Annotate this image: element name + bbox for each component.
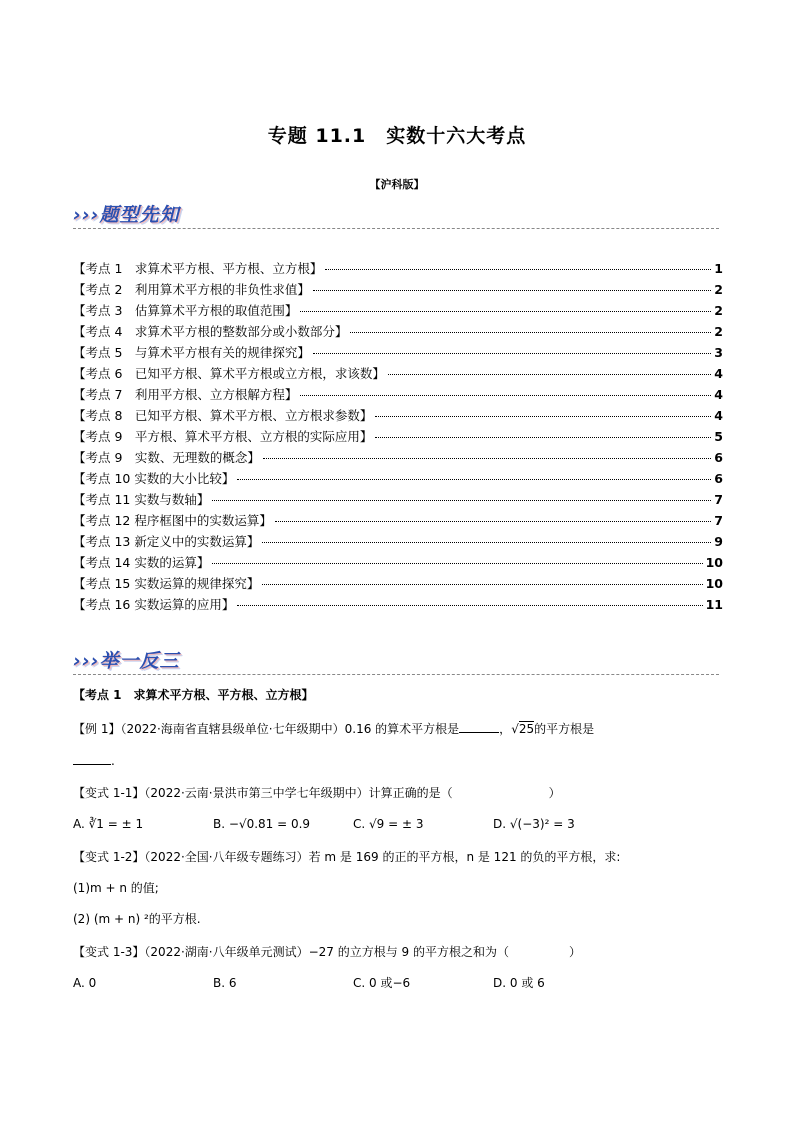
toc-label: 【考点 3 估算算术平方根的取值范围】 xyxy=(73,303,298,318)
toc-leader xyxy=(313,290,711,291)
divider xyxy=(73,228,719,229)
toc-page-number: 5 xyxy=(714,429,723,444)
toc-page-number: 2 xyxy=(714,303,723,318)
toc-leader xyxy=(263,458,711,459)
banner-practice xyxy=(73,646,253,674)
question-1 xyxy=(73,880,733,897)
toc-label: 【考点 10 实数的大小比较】 xyxy=(73,471,235,486)
toc-label: 【考点 15 实数运算的规律探究】 xyxy=(73,576,260,591)
option-a[interactable]: A. 0 xyxy=(73,976,97,990)
variant-1-3-options xyxy=(73,975,733,992)
toc-leader xyxy=(325,269,711,270)
toc-leader xyxy=(300,395,711,396)
toc-entry[interactable] xyxy=(73,259,723,280)
example-1-blank: . xyxy=(73,752,733,770)
variant-tag: 【变式 1-3】 xyxy=(73,945,145,959)
example-text: 的平方根是 xyxy=(534,722,595,736)
toc-entry[interactable] xyxy=(73,469,723,490)
variant-text: −27 的立方根与 9 的平方根之和为（ ） xyxy=(308,945,581,959)
option-c[interactable]: C. 0 或−6 xyxy=(353,976,411,990)
question-2 xyxy=(73,911,733,928)
option-b[interactable]: B. 6 xyxy=(213,976,237,990)
toc-label: 【考点 12 程序框图中的实数运算】 xyxy=(73,513,272,528)
toc-page-number: 3 xyxy=(714,345,723,360)
toc-page-number: 10 xyxy=(705,555,723,570)
table-of-contents xyxy=(73,259,723,616)
variant-text: 若 m 是 169 的正的平方根，n 是 121 的负的平方根，求: xyxy=(308,850,621,864)
toc-entry[interactable] xyxy=(73,448,723,469)
toc-label: 【考点 11 实数与数轴】 xyxy=(73,492,210,507)
toc-leader xyxy=(212,563,702,564)
variant-text: 计算正确的是（ ） xyxy=(368,786,561,800)
variant-1-2 xyxy=(73,849,733,866)
toc-label: 【考点 1 求算术平方根、平方根、立方根】 xyxy=(73,261,323,276)
option-a[interactable]: A. ∛1 = ± 1 xyxy=(73,817,144,831)
variant-1-3 xyxy=(73,944,733,961)
toc-entry[interactable] xyxy=(73,280,723,301)
example-tag: 【例 1】 xyxy=(73,722,121,736)
toc-leader xyxy=(262,584,702,585)
toc-label: 【考点 6 已知平方根、算术平方根或立方根，求该数】 xyxy=(73,366,385,381)
toc-page-number: 6 xyxy=(714,471,723,486)
toc-label: 【考点 9 实数、无理数的概念】 xyxy=(73,450,260,465)
toc-leader xyxy=(275,521,711,522)
question-text: (1)m + n 的值; xyxy=(73,881,159,895)
toc-leader xyxy=(350,332,711,333)
toc-leader xyxy=(237,605,702,606)
answer-blank[interactable] xyxy=(73,752,111,765)
toc-page-number: 1 xyxy=(714,261,723,276)
toc-leader xyxy=(262,542,711,543)
toc-label: 【考点 8 已知平方根、算术平方根、立方根求参数】 xyxy=(73,408,373,423)
example-text: 0.16 的算术平方根是 xyxy=(344,722,460,736)
toc-label: 【考点 7 利用平方根、立方根解方程】 xyxy=(73,387,298,402)
toc-page-number: 7 xyxy=(714,513,723,528)
answer-blank[interactable] xyxy=(459,720,499,733)
toc-page-number: 2 xyxy=(714,324,723,339)
sqrt-argument: 25 xyxy=(518,722,535,736)
sqrt-expression: √25 xyxy=(511,722,535,736)
example-text: ， xyxy=(499,722,512,736)
toc-label: 【考点 5 与算术平方根有关的规律探究】 xyxy=(73,345,310,360)
variant-tag: 【变式 1-1】 xyxy=(73,786,145,800)
divider xyxy=(73,674,719,675)
example-source: （2022·海南省直辖县级单位·七年级期中） xyxy=(120,722,345,736)
toc-page-number: 7 xyxy=(714,492,723,507)
section-heading xyxy=(73,687,733,704)
option-d[interactable]: D. 0 或 6 xyxy=(493,976,545,990)
toc-label: 【考点 13 新定义中的实数运算】 xyxy=(73,534,260,549)
toc-page-number: 6 xyxy=(714,450,723,465)
toc-leader xyxy=(300,311,711,312)
toc-page-number: 11 xyxy=(705,597,723,612)
option-c[interactable]: C. √9 = ± 3 xyxy=(353,817,424,831)
toc-page-number: 2 xyxy=(714,282,723,297)
example-1 xyxy=(73,720,733,738)
banner-preview-text: ›››题型先知 xyxy=(73,204,180,226)
variant-source: （2022·湖南·八年级单元测试） xyxy=(144,945,309,959)
toc-entry[interactable] xyxy=(73,511,723,532)
toc-entry[interactable] xyxy=(73,322,723,343)
toc-page-number: 4 xyxy=(714,387,723,402)
toc-leader xyxy=(388,374,711,375)
toc-entry[interactable] xyxy=(73,490,723,511)
toc-entry[interactable] xyxy=(73,301,723,322)
option-b[interactable]: B. −√0.81 = 0.9 xyxy=(213,817,311,831)
toc-entry[interactable] xyxy=(73,343,723,364)
variant-tag: 【变式 1-2】 xyxy=(73,850,145,864)
option-d[interactable]: D. √(−3)² = 3 xyxy=(493,817,575,831)
toc-leader xyxy=(237,479,711,480)
variant-source: （2022·云南·景洪市第三中学七年级期中） xyxy=(144,786,369,800)
toc-page-number: 10 xyxy=(705,576,723,591)
toc-entry[interactable] xyxy=(73,574,723,595)
question-text: (2) (m + n) ²的平方根. xyxy=(73,912,201,926)
toc-leader xyxy=(375,416,711,417)
toc-label: 【考点 14 实数的运算】 xyxy=(73,555,210,570)
toc-entry[interactable] xyxy=(73,595,723,616)
toc-label: 【考点 2 利用算术平方根的非负性求值】 xyxy=(73,282,310,297)
section-title: 【考点 1 求算术平方根、平方根、立方根】 xyxy=(73,688,314,702)
toc-page-number: 9 xyxy=(714,534,723,549)
toc-entry[interactable] xyxy=(73,385,723,406)
toc-leader xyxy=(212,500,711,501)
page-title: 专题 11.1 实数十六大考点 xyxy=(267,125,527,147)
toc-entry[interactable] xyxy=(73,364,723,385)
toc-label: 【考点 9 平方根、算术平方根、立方根的实际应用】 xyxy=(73,429,373,444)
variant-1-1 xyxy=(73,785,733,802)
toc-leader xyxy=(313,353,711,354)
variant-source: （2022·全国·八年级专题练习） xyxy=(144,850,309,864)
variant-1-1-options xyxy=(73,816,733,833)
toc-label: 【考点 16 实数运算的应用】 xyxy=(73,597,235,612)
toc-page-number: 4 xyxy=(714,366,723,381)
toc-entry[interactable] xyxy=(73,532,723,553)
toc-entry[interactable] xyxy=(73,553,723,574)
banner-practice-text: ›››举一反三 xyxy=(73,650,180,672)
edition-label: 【沪科版】 xyxy=(369,178,425,191)
toc-page-number: 4 xyxy=(714,408,723,423)
toc-entry[interactable] xyxy=(73,427,723,448)
toc-leader xyxy=(375,437,711,438)
banner-preview xyxy=(73,200,253,228)
toc-label: 【考点 4 求算术平方根的整数部分或小数部分】 xyxy=(73,324,348,339)
toc-entry[interactable] xyxy=(73,406,723,427)
